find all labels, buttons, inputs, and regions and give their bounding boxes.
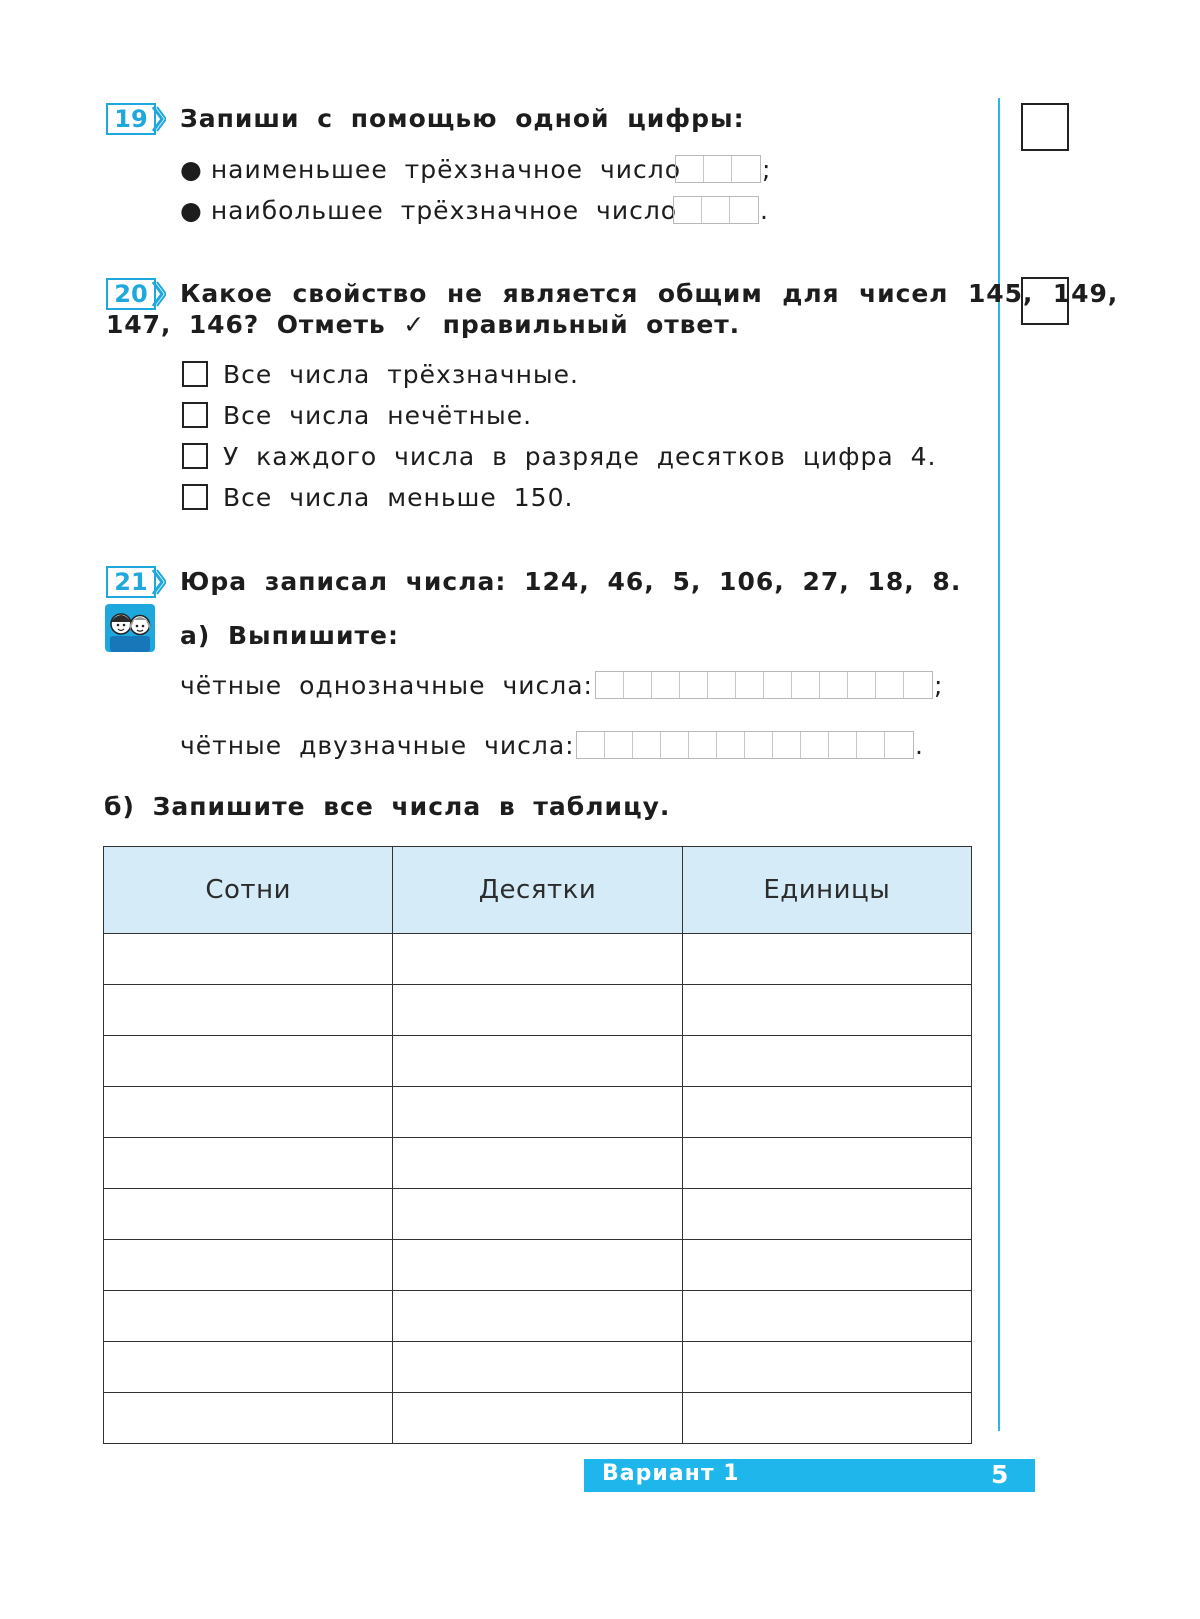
task-20-number: 20 bbox=[106, 278, 156, 310]
table-cell[interactable] bbox=[682, 1342, 971, 1393]
variant-label: Вариант 1 bbox=[602, 1461, 740, 1486]
answer-cells-even-two-digit[interactable] bbox=[576, 731, 914, 759]
punct: ; bbox=[934, 671, 944, 700]
table-cell[interactable] bbox=[393, 1189, 682, 1240]
task-20-title-line2: 147, 146? Отметь ✓ правильный ответ. bbox=[106, 310, 740, 339]
table-cell[interactable] bbox=[682, 1393, 971, 1444]
option-label-1: Все числа трёхзначные. bbox=[223, 360, 579, 389]
punct: . bbox=[760, 196, 769, 225]
option-label-4: Все числа меньше 150. bbox=[223, 483, 574, 512]
answer-cells-largest[interactable] bbox=[673, 196, 759, 224]
task-19-badge bbox=[106, 103, 164, 135]
table-header-row bbox=[104, 847, 972, 934]
punct: ; bbox=[762, 155, 772, 184]
option-label-2: Все числа нечётные. bbox=[223, 401, 533, 430]
table-cell[interactable] bbox=[682, 1036, 971, 1087]
task-21-part-a: а) Выпишите: bbox=[180, 621, 399, 650]
task-20-title-line1: Какое свойство не является общим для чисел 145, 149, bbox=[180, 279, 1119, 308]
task-19-item-2 bbox=[180, 196, 677, 225]
table-cell[interactable] bbox=[682, 1087, 971, 1138]
task-21-title: Юра записал числа: 124, 46, 5, 106, 27, 18, 8. bbox=[180, 567, 962, 596]
task-21-line1-label: чётные однозначные числа: bbox=[180, 671, 593, 700]
task-19-item-1 bbox=[180, 155, 681, 184]
table-cell[interactable] bbox=[393, 1342, 682, 1393]
table-cell[interactable] bbox=[104, 1240, 393, 1291]
score-box-19[interactable] bbox=[1021, 103, 1069, 151]
option-checkbox-4[interactable] bbox=[182, 484, 208, 510]
column-header-units: Единицы bbox=[682, 847, 971, 934]
column-header-hundreds: Сотни bbox=[104, 847, 393, 934]
task-21-line2-label: чётные двузначные числа: bbox=[180, 731, 575, 760]
footer-bar bbox=[584, 1459, 1035, 1492]
table-row bbox=[104, 985, 972, 1036]
table-cell[interactable] bbox=[393, 934, 682, 985]
table-row bbox=[104, 934, 972, 985]
table-row bbox=[104, 1393, 972, 1444]
answer-cells-smallest[interactable] bbox=[675, 155, 761, 183]
column-header-tens: Десятки bbox=[393, 847, 682, 934]
option-checkbox-3[interactable] bbox=[182, 443, 208, 469]
table-cell[interactable] bbox=[393, 985, 682, 1036]
table-cell[interactable] bbox=[682, 1138, 971, 1189]
task-19-title: Запиши с помощью одной цифры: bbox=[180, 104, 745, 133]
task-19-item-2-text: наибольшее трёхзначное число bbox=[210, 196, 678, 225]
table-cell[interactable] bbox=[393, 1087, 682, 1138]
task-21-badge bbox=[106, 566, 164, 598]
table-cell[interactable] bbox=[682, 985, 971, 1036]
option-label-3: У каждого числа в разряде десятков цифра 4. bbox=[223, 442, 937, 471]
task-21-part-b: б) Запишите все числа в таблицу. bbox=[104, 792, 671, 821]
table-row bbox=[104, 1240, 972, 1291]
table-cell[interactable] bbox=[104, 1087, 393, 1138]
task-19-number: 19 bbox=[106, 103, 156, 135]
table-cell[interactable] bbox=[104, 1036, 393, 1087]
pair-work-icon bbox=[105, 604, 155, 652]
answer-cells-even-one-digit[interactable] bbox=[595, 671, 933, 699]
task-20-badge bbox=[106, 278, 164, 310]
chevron-right-icon bbox=[152, 103, 166, 135]
table-cell[interactable] bbox=[104, 1138, 393, 1189]
chevron-right-icon bbox=[152, 278, 166, 310]
table-row bbox=[104, 1087, 972, 1138]
table-cell[interactable] bbox=[682, 934, 971, 985]
option-checkbox-2[interactable] bbox=[182, 402, 208, 428]
place-value-table bbox=[103, 846, 972, 1444]
table-cell[interactable] bbox=[104, 1291, 393, 1342]
table-row bbox=[104, 1036, 972, 1087]
chevron-right-icon bbox=[152, 566, 166, 598]
table-row bbox=[104, 1342, 972, 1393]
table-cell[interactable] bbox=[393, 1036, 682, 1087]
table-cell[interactable] bbox=[682, 1240, 971, 1291]
table-cell[interactable] bbox=[682, 1291, 971, 1342]
table-cell[interactable] bbox=[393, 1393, 682, 1444]
punct: . bbox=[915, 731, 924, 760]
table-row bbox=[104, 1189, 972, 1240]
bullet: ● bbox=[180, 196, 203, 225]
table-cell[interactable] bbox=[104, 1393, 393, 1444]
bullet: ● bbox=[180, 155, 203, 184]
table-cell[interactable] bbox=[104, 1342, 393, 1393]
task-21-number: 21 bbox=[106, 566, 156, 598]
table-row bbox=[104, 1138, 972, 1189]
option-checkbox-1[interactable] bbox=[182, 361, 208, 387]
task-19-item-1-text: наименьшее трёхзначное число bbox=[210, 155, 681, 184]
table-cell[interactable] bbox=[104, 934, 393, 985]
table-row bbox=[104, 1291, 972, 1342]
table-cell[interactable] bbox=[393, 1240, 682, 1291]
table-cell[interactable] bbox=[104, 985, 393, 1036]
table-cell[interactable] bbox=[682, 1189, 971, 1240]
table-cell[interactable] bbox=[393, 1138, 682, 1189]
table-cell[interactable] bbox=[104, 1189, 393, 1240]
table-cell[interactable] bbox=[393, 1291, 682, 1342]
page-number: 5 bbox=[991, 1460, 1009, 1489]
